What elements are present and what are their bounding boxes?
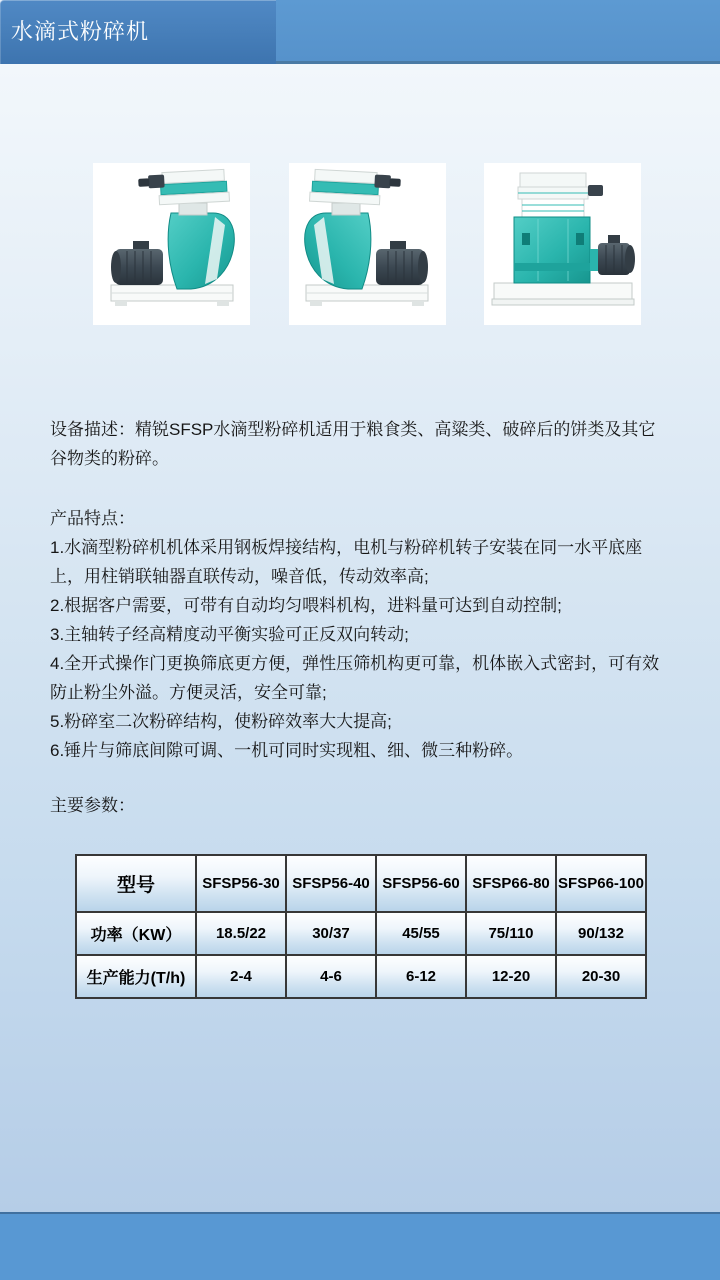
capacity-value: 6-12 <box>376 955 466 998</box>
row-label-capacity: 生产能力(T/h) <box>76 955 196 998</box>
product-photo-side-left <box>93 163 250 325</box>
table-col-sfsp66-80: SFSP66-80 <box>466 855 556 912</box>
table-col-sfsp56-60: SFSP56-60 <box>376 855 466 912</box>
capacity-value: 12-20 <box>466 955 556 998</box>
capacity-value: 4-6 <box>286 955 376 998</box>
table-col-sfsp56-40: SFSP56-40 <box>286 855 376 912</box>
product-photo-front <box>484 163 641 325</box>
power-value: 30/37 <box>286 912 376 955</box>
parameters-table <box>75 854 647 999</box>
machine-illustration-front <box>484 163 641 325</box>
capacity-value: 2-4 <box>196 955 286 998</box>
power-value: 45/55 <box>376 912 466 955</box>
power-value: 90/132 <box>556 912 646 955</box>
content-area <box>0 64 720 1212</box>
power-value: 75/110 <box>466 912 556 955</box>
feature-item: 5.粉碎室二次粉碎结构，使粉碎效率大大提高; <box>50 712 392 731</box>
machine-illustration-side-right <box>289 163 446 325</box>
table-col-sfsp66-100: SFSP66-100 <box>556 855 646 912</box>
header-spacer <box>276 0 720 64</box>
feature-item: 1.水滴型粉碎机机体采用钢板焊接结构，电机与粉碎机转子安装在同一水平底座上，用柱销联轴器直联传动，噪音低，传动效率高; <box>50 538 643 586</box>
table-col-model: 型号 <box>76 855 196 912</box>
machine-illustration-side-left <box>93 163 250 325</box>
parameters-heading: 主要参数： <box>50 796 135 815</box>
feature-item: 3.主轴转子经高精度动平衡实验可正反双向转动; <box>50 625 409 644</box>
capacity-value: 20-30 <box>556 955 646 998</box>
page-footer <box>0 1212 720 1280</box>
page-header <box>0 0 720 64</box>
table-row-capacity <box>76 955 646 998</box>
product-images-row <box>93 163 641 325</box>
feature-item: 2.根据客户需要，可带有自动均匀喂料机构，进料量可达到自动控制; <box>50 596 562 615</box>
features-section <box>50 504 670 765</box>
features-heading: 产品特点： <box>50 509 135 528</box>
table-col-sfsp56-30: SFSP56-30 <box>196 855 286 912</box>
header-title-block <box>0 0 276 64</box>
device-description: 设备描述：精锐SFSP水滴型粉碎机适用于粮食类、高粱类、破碎后的饼类及其它谷物类的粉碎。 <box>50 420 656 468</box>
feature-item: 4.全开式操作门更换筛底更方便，弹性压筛机构更可靠，机体嵌入式密封，可有效防止粉尘外溢。方便灵活，安全可靠; <box>50 654 660 702</box>
power-value: 18.5/22 <box>196 912 286 955</box>
product-photo-side-right <box>289 163 446 325</box>
row-label-power: 功率（KW） <box>76 912 196 955</box>
page-title: 水滴式粉碎机 <box>11 18 150 44</box>
table-header-row <box>76 855 646 912</box>
feature-item: 6.锤片与筛底间隙可调、一机可同时实现粗、细、微三种粉碎。 <box>50 741 524 760</box>
table-row-power <box>76 912 646 955</box>
